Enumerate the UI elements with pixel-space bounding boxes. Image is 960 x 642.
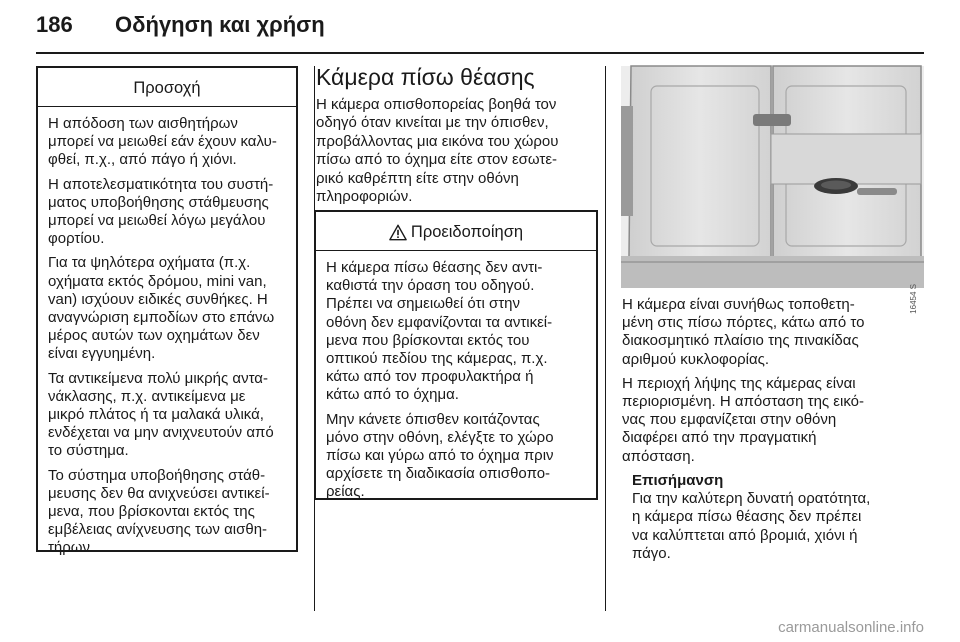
text-line: μενα, που βρίσκονται εκτός της	[48, 503, 255, 521]
text-line: οδηγό όταν κινείται με την όπισθεν,	[316, 114, 549, 132]
text-line: van) ισχύουν ειδικές συνθήκες. Η	[48, 290, 268, 308]
note-text	[632, 490, 922, 563]
text-line: Το σύστημα υποβοήθησης στάθ-	[48, 466, 266, 484]
text-line: να καλύπτεται από βρομιά, χιόνι ή	[632, 526, 858, 544]
text-line: πίσω από το όχημα είτε στον εσωτε-	[316, 151, 558, 169]
text-line: καθιστά την όραση του οδηγού.	[326, 277, 535, 295]
text-line: Πρέπει να σημειωθεί ότι στην	[326, 295, 521, 313]
text-line: η κάμερα πίσω θέασης δεν πρέπει	[632, 508, 862, 526]
paragraph	[48, 467, 284, 558]
text-line: μπορεί να μειωθεί λόγω μεγάλου	[48, 212, 266, 230]
text-line: ρικό καθρέπτη είτε στην οθόνη	[316, 169, 519, 187]
header-divider	[36, 52, 924, 54]
text-line: πάγο.	[632, 544, 671, 562]
text-line: μέρος αυτών των οχημάτων δεν	[48, 327, 260, 345]
text-line: περιορισμένη. Η απόσταση της εικό-	[622, 393, 864, 411]
text-line: Η απόδοση των αισθητήρων	[48, 115, 238, 132]
note-title: Επισήμανση	[632, 471, 724, 489]
text-line: τήρων.	[48, 539, 95, 557]
text-line: Η κάμερα οπισθοπορείας βοηθά τον	[316, 96, 557, 113]
warning-header	[316, 212, 596, 251]
watermark: carmanualsonline.info	[778, 619, 924, 636]
section-title: Κάμερα πίσω θέασης	[316, 64, 535, 90]
section-intro	[316, 96, 596, 206]
text-line: ενδέχεται να μην ανιχνευτούν από	[48, 424, 274, 442]
text-line: ρείας.	[326, 483, 365, 501]
right-paragraphs	[622, 296, 922, 466]
text-line: μενα που βρίσκονται εκτός του	[326, 331, 530, 349]
text-line: αριθμού κυκλοφορίας.	[622, 350, 770, 368]
chapter-title: Οδήγηση και χρήση	[115, 12, 325, 37]
text-line: κάτω από το όχημα.	[326, 386, 459, 404]
text-line: διακοσμητικό πλαίσιο της πινακίδας	[622, 332, 859, 350]
text-line: πίσω και γύρω από το όχημα πριν	[326, 447, 554, 465]
text-line: μευσης δεν θα ανιχνεύσει αντικεί-	[48, 484, 270, 502]
text-line: προβάλλοντας μια εικόνα του χώρου	[316, 132, 559, 150]
text-line: ματος υποβοήθησης στάθμευσης	[48, 193, 269, 211]
text-line: είναι εγγυημένη.	[48, 345, 156, 363]
text-line: οθόνη δεν εμφανίζονται τα αντικεί-	[326, 313, 553, 331]
text-line: εμβέλειας ανίχνευσης των αισθη-	[48, 521, 268, 539]
text-line: οχήματα εκτός δρόμου, mini van,	[48, 272, 267, 290]
text-line: μπορεί να μειωθεί εάν έχουν καλυ-	[48, 133, 277, 151]
caution-box	[36, 66, 298, 557]
van-rear-illustration	[621, 66, 924, 288]
text-line: κάτω από τον προφυλακτήρα ή	[326, 368, 534, 386]
column-divider-right	[605, 66, 606, 611]
text-line: Η περιοχή λήψης της κάμερας είναι	[622, 374, 856, 392]
text-line: πληροφοριών.	[316, 188, 413, 206]
text-line: Μην κάνετε όπισθεν κοιτάζοντας	[326, 410, 540, 428]
page-header	[36, 8, 924, 48]
page-number: 186	[36, 12, 73, 37]
text-line: Για τα ψηλότερα οχήματα (π.χ.	[48, 254, 251, 272]
paragraph	[48, 370, 284, 461]
paragraph	[326, 259, 584, 405]
text-line: νας που εμφανίζεται στην οθόνη	[622, 411, 837, 429]
warning-box	[314, 210, 598, 500]
text-line: Η αποτελεσματικότητα του συστή-	[48, 175, 274, 193]
text-line: απόσταση.	[622, 447, 695, 465]
warning-body	[316, 251, 596, 512]
paragraph	[622, 296, 922, 369]
text-line: οπτικού πεδίου της κάμερας, π.χ.	[326, 350, 548, 368]
text-line: το σύστημα.	[48, 442, 129, 460]
text-line: φορτίου.	[48, 230, 105, 248]
paragraph	[326, 411, 584, 502]
warning-triangle-icon	[389, 224, 407, 241]
caution-body	[38, 107, 296, 568]
caution-title: Προσοχή	[38, 68, 296, 107]
text-line: αρχίσετε τη διαδικασία οπισθοπο-	[326, 465, 551, 483]
note-block	[632, 472, 922, 563]
text-line: νάκλασης, π.χ. αντικείμενα με	[48, 387, 246, 405]
text-line: Τα αντικείμενα πολύ μικρής αντα-	[48, 369, 268, 387]
text-line: Για την καλύτερη δυνατή ορατότητα,	[632, 490, 871, 508]
text-line: μόνο στην οθόνη, ελέγξτε το χώρο	[326, 428, 554, 446]
text-line: Η κάμερα είναι συνήθως τοποθετη-	[622, 296, 855, 313]
text-line: αναγνώριση εμποδίων στο επάνω	[48, 309, 275, 327]
text-line: διαφέρει από την πραγματική	[622, 429, 817, 447]
paragraph	[48, 176, 284, 249]
text-line: μικρό πλάτος ή τα μαλακά υλικά,	[48, 406, 264, 424]
warning-title: Προειδοποίηση	[410, 223, 524, 241]
right-column-text	[622, 296, 922, 569]
text-line: Η κάμερα πίσω θέασης δεν αντι-	[326, 259, 543, 276]
paragraph	[48, 115, 284, 170]
figure-code: 16454 S	[909, 284, 918, 314]
text-line: μένη στις πίσω πόρτες, κάτω από το	[622, 314, 865, 332]
paragraph	[622, 375, 922, 466]
text-line: φθεί, π.χ., από πάγο ή χιόνι.	[48, 151, 237, 169]
paragraph	[48, 254, 284, 363]
